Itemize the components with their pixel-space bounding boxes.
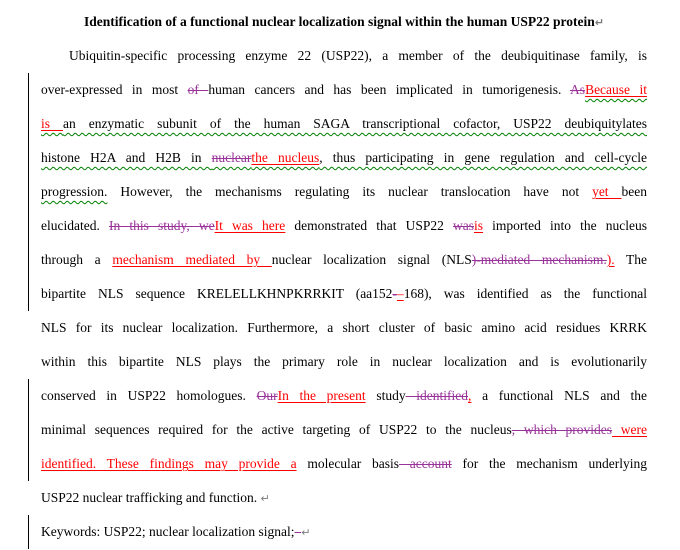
text-segment: However, the mechanisms regulating its nuclear translocation have not [107,184,593,199]
inserted-text: the nucleus [251,150,320,165]
changed-line-bar [28,379,29,413]
grammar-squiggle [251,150,319,165]
deleted-text: identified [405,388,469,403]
text-segment: NLS for its nuclear localization. Furthermore, a short cluster of basic amino acid residues KRRK [41,320,647,335]
grammar-squiggle [63,116,647,131]
deleted-text: was [453,218,475,233]
changed-line-bar [28,243,29,277]
text-segment: The [614,252,648,267]
text-line[interactable] [41,413,647,447]
text-segment: elucidated. [41,218,109,233]
deleted-text: account [399,456,452,471]
text-line[interactable] [41,379,647,413]
text-line[interactable] [41,107,647,141]
text-segment: study [365,388,406,403]
text-line[interactable] [41,447,647,481]
grammar-squiggle [212,150,252,165]
changed-line-bar [28,73,29,107]
text-line[interactable] [41,277,647,311]
text-line[interactable] [41,141,647,175]
text-segment: 168), was identified as the functional [403,286,647,301]
text-segment: within this bipartite NLS plays the primary role in nuclear localization and is evolutionarily [41,354,647,369]
keywords-line[interactable] [41,515,647,549]
grammar-squiggle [319,150,647,165]
inserted-text: is [41,116,63,131]
inserted-text: were [612,422,648,437]
deleted-text: nuclear [211,150,252,165]
changed-line-bar [28,107,29,141]
paragraph-mark-icon: ↵ [301,526,311,539]
document-title[interactable] [41,5,647,39]
inserted-text: In the present [277,388,366,403]
text-line[interactable] [41,481,647,515]
text-segment: nuclear localization signal (NLS [271,252,472,267]
grammar-squiggle [585,82,647,97]
inserted-text: , [468,388,472,403]
text-line[interactable] [41,311,647,345]
text-segment: Identification of a functional nuclear localization signal within the human USP22 protein [84,14,595,29]
text-segment: human cancers and has been implicated in tumorigenesis. [208,82,571,97]
text-segment: progression. [41,184,108,199]
text-segment: histone H2A and H2B in [41,150,212,165]
grammar-squiggle [41,184,107,199]
text-line[interactable] [41,209,647,243]
text-segment: through a [41,252,113,267]
text-segment: , thus participating in gene regulation and cell-cycle [319,150,647,165]
inserted-text: It was here [214,218,286,233]
text-line[interactable] [41,243,647,277]
inserted-text: yet [592,184,622,199]
deleted-text: )-mediated mechanism. [471,252,607,267]
deleted-text: Our [256,388,278,403]
text-line[interactable] [41,345,647,379]
text-segment: conserved in USP22 homologues. [41,388,257,403]
changed-line-bar [28,413,29,447]
text-segment: bipartite NLS sequence KRELELLKHNPKRRKIT (aa152 [41,286,393,301]
text-segment: molecular basis [296,456,400,471]
inserted-text: mechanism mediated by [112,252,272,267]
inserted-text: Because it [585,82,648,97]
text-segment: imported into the nucleus [483,218,647,233]
deleted-text: - [392,286,397,301]
text-segment: been [621,184,647,199]
deleted-text: In this study, we [108,218,215,233]
changed-line-bar [28,277,29,311]
text-line[interactable] [41,73,647,107]
deleted-text: of [187,82,209,97]
text-segment: USP22 nuclear trafficking and function. [41,490,261,505]
deleted-text: As [570,82,586,97]
text-segment: an enzymatic subunit of the human SAGA transcriptional cofactor, USP22 deubiquitylates [62,116,647,131]
inserted-text: – [396,286,404,301]
changed-line-bar [28,209,29,243]
text-line[interactable] [41,175,647,209]
paragraph-mark-icon: ↵ [594,16,604,29]
text-segment: Ubiquitin-specific processing enzyme 22 (USP22), a member of the deubiquitinase family, is [69,48,647,63]
inserted-text: identified. These findings may provide a [41,456,297,471]
text-segment: demonstrated that USP22 [285,218,454,233]
text-segment: over-expressed in most [41,82,188,97]
grammar-squiggle [41,150,212,165]
grammar-squiggle [41,116,63,131]
text-segment: Keywords: USP22; nuclear localization signal; [41,524,295,539]
changed-line-bar [28,447,29,481]
changed-line-bar [28,141,29,175]
changed-line-bar [28,515,29,549]
text-segment: for the mechanism underlying [451,456,647,471]
inserted-text: is [474,218,484,233]
text-segment: minimal sequences required for the active targeting of USP22 to the nucleus [41,422,512,437]
paragraph-mark-icon: ↵ [260,492,270,505]
deleted-text: , which provides [511,422,613,437]
text-line[interactable] [41,39,647,73]
text-segment: a functional NLS and the [471,388,647,403]
inserted-text: ). [606,252,615,267]
changed-line-bar [28,175,29,209]
